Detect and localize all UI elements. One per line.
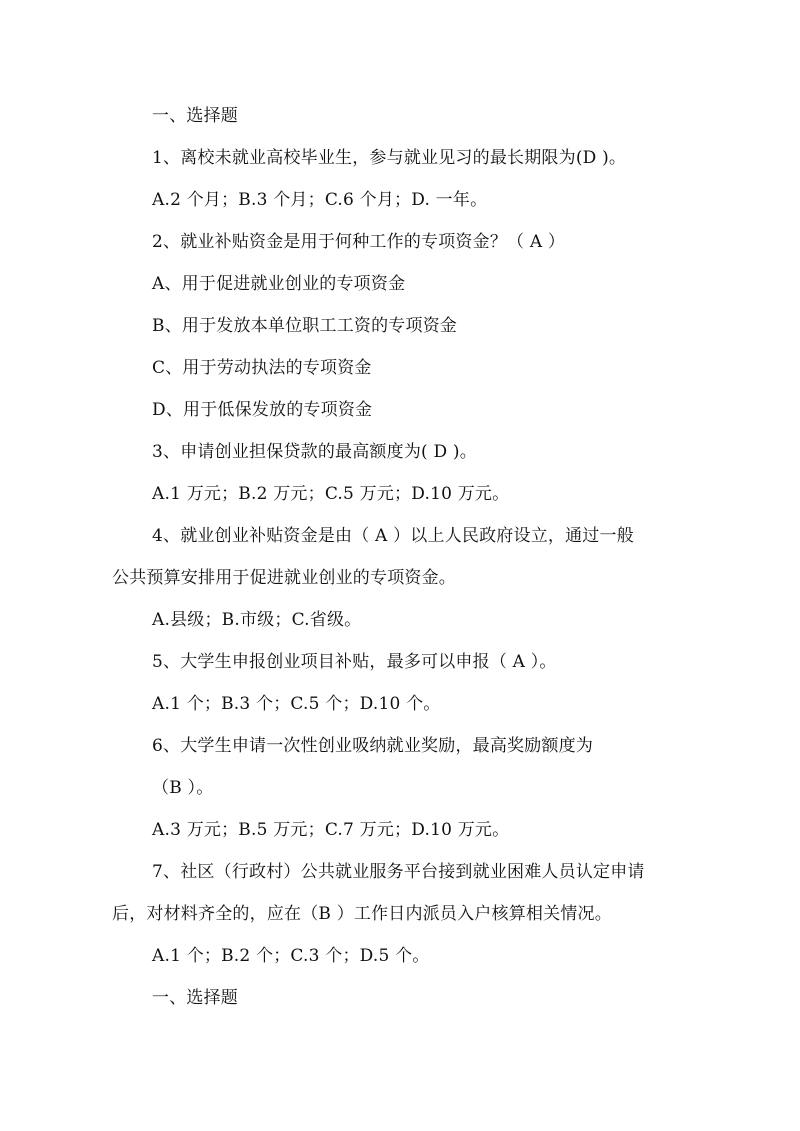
question-1: 1、离校未就业高校毕业生，参与就业见习的最长期限为(D )。 bbox=[152, 148, 627, 168]
question-5-options: A.1 个；B.3 个；C.5 个；D.10 个。 bbox=[152, 694, 441, 714]
question-1-options: A.2 个月；B.3 个月；C.6 个月；D. 一年。 bbox=[152, 190, 488, 210]
question-2: 2、就业补贴资金是用于何种工作的专项资金？（ A ） bbox=[152, 232, 566, 252]
question-4-line-1: 4、就业创业补贴资金是由（ A ）以上人民政府设立，通过一般 bbox=[152, 526, 634, 546]
question-7-line-1: 7、社区（行政村）公共就业服务平台接到就业困难人员认定申请 bbox=[152, 862, 645, 882]
question-3-options: A.1 万元；B.2 万元；C.5 万元；D.10 万元。 bbox=[152, 484, 510, 504]
question-4-line-2: 公共预算安排用于促进就业创业的专项资金。 bbox=[112, 568, 456, 588]
question-3: 3、申请创业担保贷款的最高额度为( D )。 bbox=[152, 442, 477, 462]
question-2-option-b: B、用于发放本单位职工工资的专项资金 bbox=[152, 316, 458, 336]
question-6-options: A.3 万元；B.5 万元；C.7 万元；D.10 万元。 bbox=[152, 820, 510, 840]
question-5: 5、大学生申报创业项目补贴，最多可以申报（ A ）。 bbox=[152, 652, 557, 672]
section-heading-repeat: 一、选择题 bbox=[152, 988, 238, 1008]
question-7-options: A.1 个；B.2 个；C.3 个；D.5 个。 bbox=[152, 946, 430, 966]
question-2-option-c: C、用于劳动执法的专项资金 bbox=[152, 358, 372, 378]
question-7-line-2: 后，对材料齐全的，应在（B ）工作日内派员入户核算相关情况。 bbox=[112, 904, 612, 924]
question-4-options: A.县级；B.市级；C.省级。 bbox=[152, 610, 362, 630]
section-heading: 一、选择题 bbox=[152, 106, 238, 126]
question-6-line-2: （B ）。 bbox=[152, 778, 214, 798]
question-6-line-1: 6、大学生申请一次性创业吸纳就业奖励，最高奖励额度为 bbox=[152, 736, 594, 756]
question-2-option-a: A、用于促进就业创业的专项资金 bbox=[152, 274, 406, 294]
question-2-option-d: D、用于低保发放的专项资金 bbox=[152, 400, 373, 420]
